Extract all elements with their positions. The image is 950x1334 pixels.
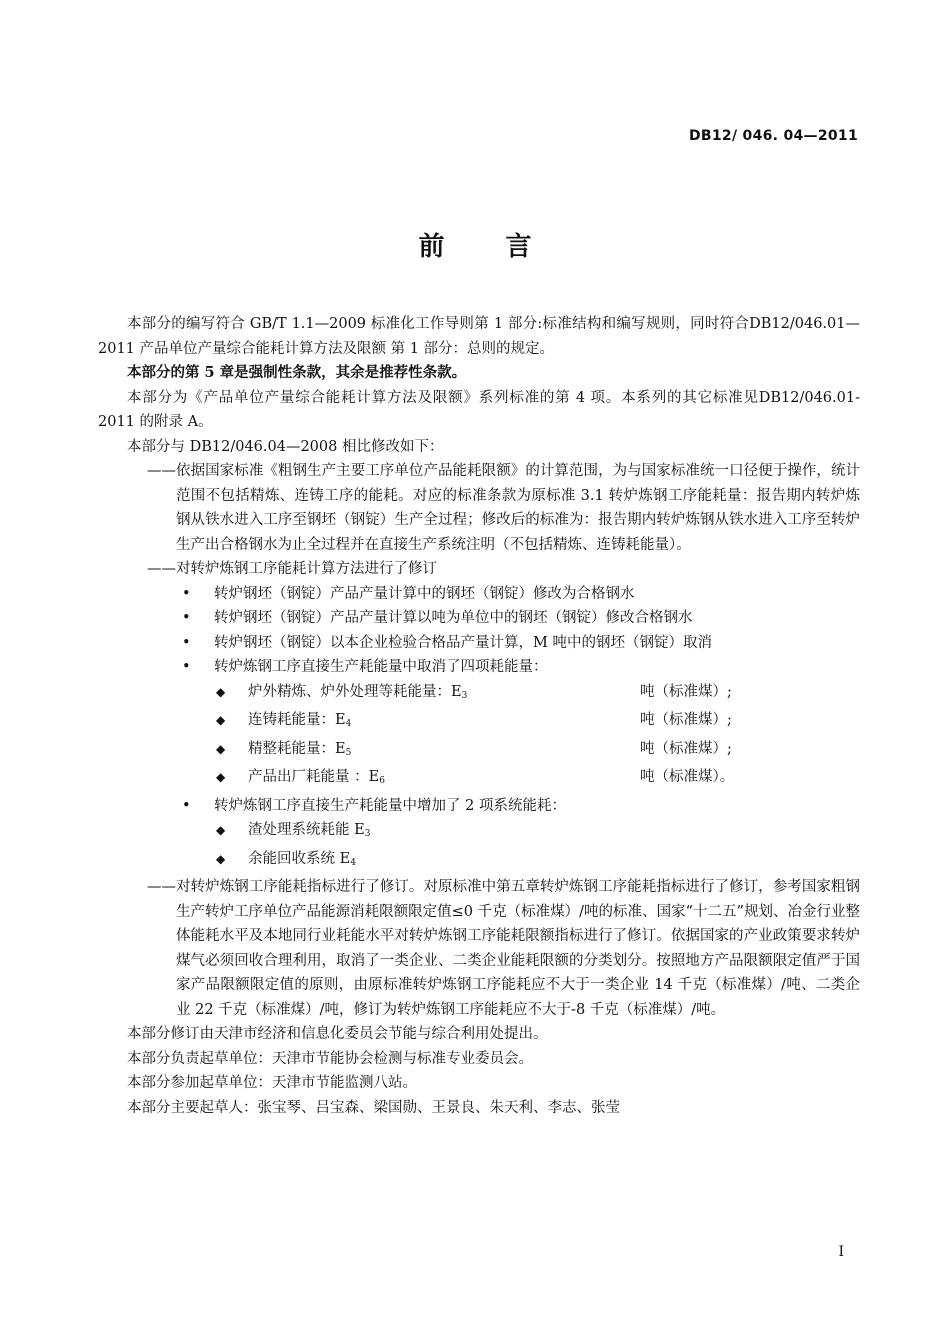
bullet-text: 转炉炼钢工序直接生产耗能量中增加了 2 项系统能耗： xyxy=(214,797,566,814)
bullet-text: 转炉钢坯（钢锭）产品产量计算中的钢坯（钢锭）修改为合格钢水 xyxy=(214,585,635,602)
removed-unit: 吨（标准煤）; xyxy=(640,683,732,700)
bullet-item xyxy=(98,794,860,819)
bullet-item xyxy=(98,606,860,631)
bullet-text: 转炉钢坯（钢锭）产品产量计算以吨为单位中的钢坯（钢锭）修改合格钢水 xyxy=(214,610,693,626)
paragraph-series: 本部分为《产品单位产量综合能耗计算方法及限额》系列标准的第 4 项。本系列的其它标准见DB12/046.01-2011 的附录 A。 xyxy=(98,389,860,430)
dash-mark: —— xyxy=(147,463,176,479)
subscript: 5 xyxy=(345,747,352,758)
paragraph-lead-drafter: 本部分负责起草单位：天津市节能协会检测与标准专业委员会。 xyxy=(127,1050,533,1067)
subscript: 4 xyxy=(345,719,352,729)
change-text: 对转炉炼钢工序能耗计算方法进行了修订 xyxy=(176,561,437,577)
dash-mark: —— xyxy=(147,561,176,577)
bullet-item xyxy=(98,655,860,680)
removed-label: 炉外精炼、炉外处理等耗能量：E xyxy=(248,683,462,700)
diamond-icon: ◆ xyxy=(216,713,226,727)
removed-label: 精整耗能量：E xyxy=(248,740,346,757)
subscript: 4 xyxy=(350,857,356,868)
added-label: 余能回收系统 E xyxy=(248,850,351,867)
paragraph-drafters: 本部分主要起草人：张宝琴、吕宝森、梁国勋、王景良、朱天利、李志、张莹 xyxy=(127,1099,620,1116)
bullet-item xyxy=(98,582,860,607)
page-number: I xyxy=(838,1244,844,1260)
paragraph-proposer: 本部分修订由天津市经济和信息化委员会节能与综合利用处提出。 xyxy=(127,1026,548,1042)
change-item-indicator xyxy=(98,875,860,1022)
foreword-body xyxy=(98,312,860,1120)
subscript: 6 xyxy=(379,776,385,786)
removed-energy-item xyxy=(98,765,860,794)
diamond-icon: ◆ xyxy=(216,823,226,837)
paragraph-changes-intro: 本部分与 DB12/046.04—2008 相比修改如下： xyxy=(127,438,444,455)
removed-energy-item xyxy=(98,737,860,766)
removed-label: 连铸耗能量：E xyxy=(248,712,346,728)
diamond-icon: ◆ xyxy=(216,684,226,699)
added-label: 渣处理系统耗能 E xyxy=(248,822,365,838)
diamond-icon: ◆ xyxy=(216,770,226,784)
paragraph-participating-drafter: 本部分参加起草单位：天津市节能监测八站。 xyxy=(127,1075,417,1091)
diamond-icon: ◆ xyxy=(216,851,226,866)
bullet-icon: • xyxy=(182,634,191,651)
change-item-method xyxy=(98,557,860,582)
subscript: 3 xyxy=(364,829,371,839)
removed-unit: 吨（标准煤）; xyxy=(640,712,732,728)
removed-energy-item xyxy=(98,708,860,737)
bullet-text: 转炉炼钢工序直接生产耗能量中取消了四项耗能量： xyxy=(214,659,548,675)
removed-label: 产品出厂耗能量 ：E xyxy=(248,769,380,785)
change-item-scope xyxy=(98,459,860,557)
removed-unit: 吨（标准煤）。 xyxy=(640,769,735,785)
added-energy-item xyxy=(98,847,860,876)
bullet-icon: • xyxy=(182,610,191,626)
removed-unit: 吨（标准煤）; xyxy=(640,740,732,757)
bullet-icon: • xyxy=(182,585,191,602)
removed-energy-item xyxy=(98,680,860,709)
bullet-icon: • xyxy=(182,797,191,814)
paragraph-mandatory: 本部分的第 5 章是强制性条款，其余是推荐性条款。 xyxy=(127,364,467,381)
subscript: 3 xyxy=(461,690,468,701)
bullet-item xyxy=(98,631,860,656)
paragraph-compliance: 本部分的编写符合 GB/T 1.1—2009 标准化工作导则第 1 部分:标准结构和编写规则，同时符合DB12/046.01—2011 产品单位产量综合能耗计算方法及限额 第 1 部分：总则的规定。 xyxy=(98,316,860,357)
page-title: 前 言 xyxy=(418,232,558,262)
change-text: 依据国家标准《粗钢生产主要工序单位产品能耗限额》的计算范围，为与国家标准统一口径便于操作，统计范围不包括精炼、连铸工序的能耗。对应的标准条款为原标准 3.1 转炉炼钢工序能耗量：报告期内转炉炼钢从铁水进入工序至钢坯（钢锭）生产全过程；修改后的标准为：报告期内转炉炼钢从铁水进入工序至转炉生产出合格钢水为止全过程并在直接生产系统注明（不包括精炼、连铸耗能量）。 xyxy=(176,463,860,553)
change-text: 对转炉炼钢工序能耗指标进行了修订。对原标准中第五章转炉炼钢工序能耗指标进行了修订，参考国家粗钢生产转炉工序单位产品能源消耗限额限定值≤0 千克（标准煤）/吨的标准、国家“十二五”规划、冶金行业整体能耗水平及本地同行业耗能水平对转炉炼钢工序能耗限额指标进行了修订。依据国家的产业政策要求转炉煤气必须回收合理利用，取消了一类企业、二类企业能耗限额的分类划分。按照地方产品限额限定值严于国家产品限额限定值的原则，由原标准转炉炼钢工序能耗应不大于一类企业 14 千克（标准煤）/吨、二类企业 22 千克（标准煤）/吨，修订为转炉炼钢工序能耗应不大于-8 千克（标准煤）/吨。 xyxy=(176,879,860,1018)
document-code: DB12/ 046. 04—2011 xyxy=(688,128,858,144)
bullet-text: 转炉钢坯（钢锭）以本企业检验合格品产量计算，M 吨中的钢坯（钢锭）取消 xyxy=(214,634,712,651)
dash-mark: —— xyxy=(147,879,176,895)
added-energy-item xyxy=(98,818,860,847)
diamond-icon: ◆ xyxy=(216,741,226,756)
bullet-icon: • xyxy=(182,659,191,675)
